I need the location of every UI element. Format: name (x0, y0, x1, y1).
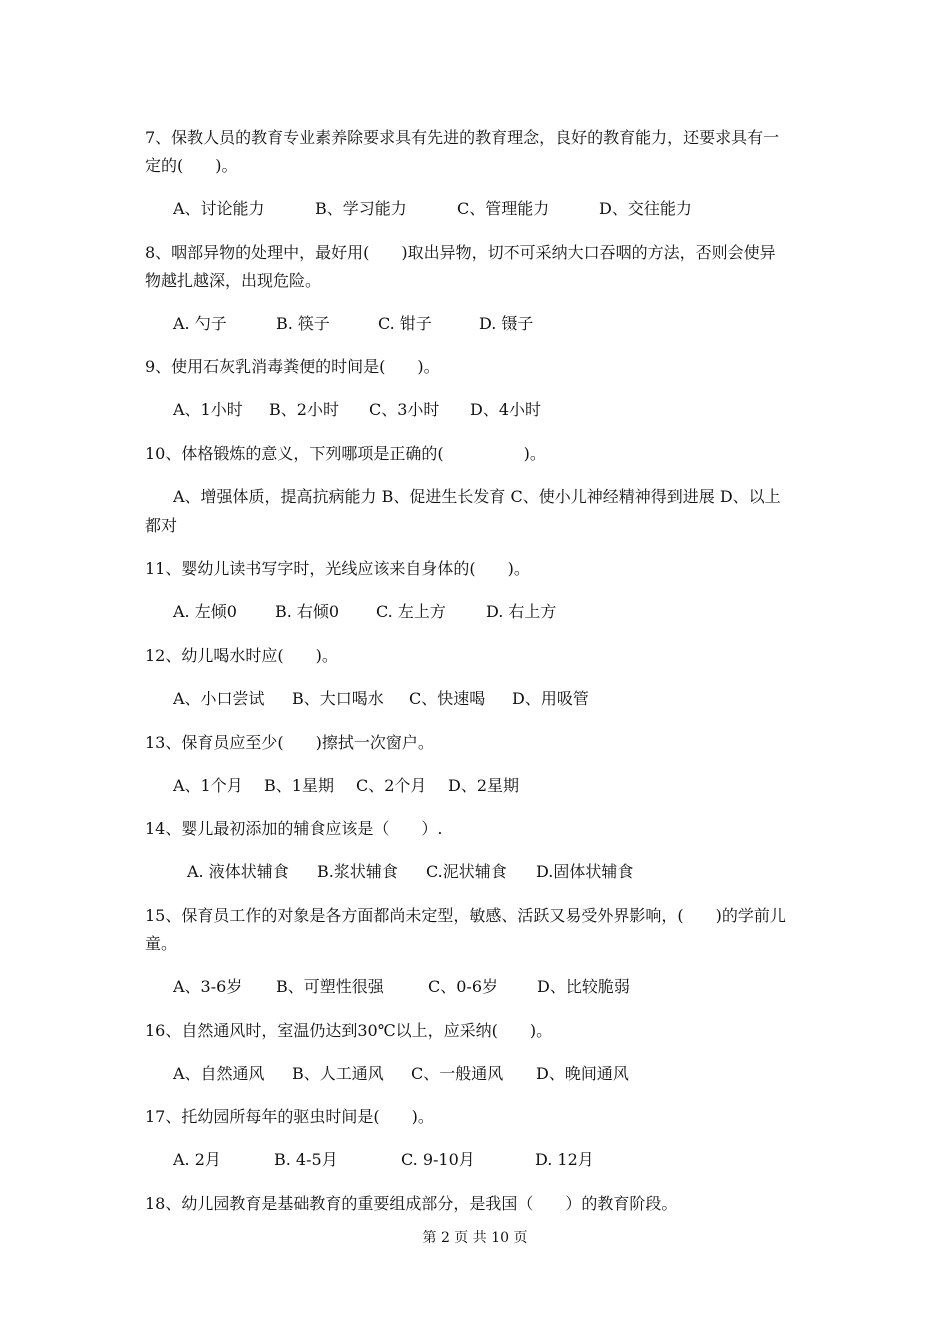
option-d: D、4小时 (470, 400, 542, 419)
option-a: A、讨论能力 (173, 199, 265, 218)
option-b: B、2小时 (269, 400, 339, 419)
option-a: A、1小时 (173, 400, 243, 419)
option-d: D. 12月 (535, 1150, 594, 1169)
question-8-text-line-1: 8、咽部异物的处理中，最好用( )取出异物，切不可采纳大口吞咽的方法，否则会使异 (145, 243, 776, 262)
option-c: C. 9-10月 (401, 1150, 475, 1169)
option-b: B、1星期 (264, 776, 334, 795)
option-d: D、晚间通风 (536, 1064, 629, 1083)
question-15-text-line-1: 15、保育员工作的对象是各方面都尚未定型，敏感、活跃又易受外界影响，( )的学前儿 (145, 906, 786, 925)
option-b: B、人工通风 (292, 1064, 384, 1083)
option-b: B、学习能力 (315, 199, 407, 218)
option-a: A. 左倾0 (173, 602, 237, 621)
option-c: C、管理能力 (457, 199, 550, 218)
option-a: A、1个月 (173, 776, 243, 795)
option-c: C、一般通风 (411, 1064, 504, 1083)
question-18-text: 18、幼儿园教育是基础教育的重要组成部分，是我国（ ）的教育阶段。 (145, 1194, 678, 1213)
question-12-text: 12、幼儿喝水时应( )。 (145, 646, 338, 665)
question-7-options (173, 199, 692, 219)
question-16-text: 16、自然通风时，室温仍达到30℃以上，应采纳( )。 (145, 1021, 553, 1040)
option-c: C、2个月 (356, 776, 427, 795)
question-10-options-line-2: 都对 (145, 516, 178, 535)
question-10-text: 10、体格锻炼的意义，下列哪项是正确的( )。 (145, 444, 546, 463)
question-12-options (173, 689, 589, 709)
page-number-footer: 第 2 页 共 10 页 (422, 1230, 528, 1246)
option-d: D、交往能力 (599, 199, 692, 218)
option-c: C. 左上方 (376, 602, 446, 621)
question-7-text-line-1: 7、保教人员的教育专业素养除要求具有先进的教育理念，良好的教育能力，还要求具有一 (145, 128, 780, 147)
question-11-options (173, 602, 556, 622)
question-9-options (173, 400, 541, 420)
question-8-options (173, 314, 533, 334)
question-17-text: 17、托幼园所每年的驱虫时间是( )。 (145, 1107, 434, 1126)
question-13-options (173, 776, 519, 796)
question-16-options (173, 1064, 629, 1084)
option-c: C. 钳子 (378, 314, 432, 333)
question-8-text-line-2: 物越扎越深，出现危险。 (145, 271, 322, 290)
option-b: B. 右倾0 (275, 602, 340, 621)
question-13-text: 13、保育员应至少( )擦拭一次窗户。 (145, 733, 434, 752)
option-a: A. 勺子 (173, 314, 227, 333)
option-a: A、自然通风 (173, 1064, 265, 1083)
option-c: C、3小时 (369, 400, 440, 419)
question-10-options-line-1: A、增强体质，提高抗病能力 B、促进生长发育 C、使小儿神经精神得到进展 D、以上 (173, 487, 781, 506)
option-d: D. 镊子 (479, 314, 534, 333)
option-c: C、快速喝 (409, 689, 486, 708)
question-14-text: 14、婴儿最初添加的辅食应该是（ ）. (145, 819, 443, 838)
option-c: C.泥状辅食 (426, 862, 507, 881)
option-d: D、比较脆弱 (537, 977, 630, 996)
option-a: A、3-6岁 (173, 977, 243, 996)
question-15-text-line-2: 童。 (145, 934, 178, 953)
option-a: A、小口尝试 (173, 689, 265, 708)
option-d: D.固体状辅食 (536, 862, 634, 881)
option-b: B.浆状辅食 (317, 862, 398, 881)
question-14-options (187, 862, 633, 882)
option-d: D、用吸管 (512, 689, 589, 708)
option-b: B、大口喝水 (292, 689, 384, 708)
option-b: B. 4-5月 (274, 1150, 338, 1169)
option-c: C、0-6岁 (428, 977, 499, 996)
option-b: B. 筷子 (276, 314, 330, 333)
question-9-text: 9、使用石灰乳消毒粪便的时间是( )。 (145, 357, 440, 376)
option-d: D. 右上方 (486, 602, 557, 621)
question-15-options (173, 977, 630, 997)
question-7-text-line-2: 定的( )。 (145, 156, 238, 175)
question-17-options (173, 1150, 594, 1170)
option-b: B、可塑性很强 (276, 977, 384, 996)
option-a: A. 液体状辅食 (187, 862, 289, 881)
option-a: A. 2月 (173, 1150, 221, 1169)
option-d: D、2星期 (448, 776, 520, 795)
question-11-text: 11、婴幼儿读书写字时，光线应该来自身体的( )。 (145, 559, 530, 578)
